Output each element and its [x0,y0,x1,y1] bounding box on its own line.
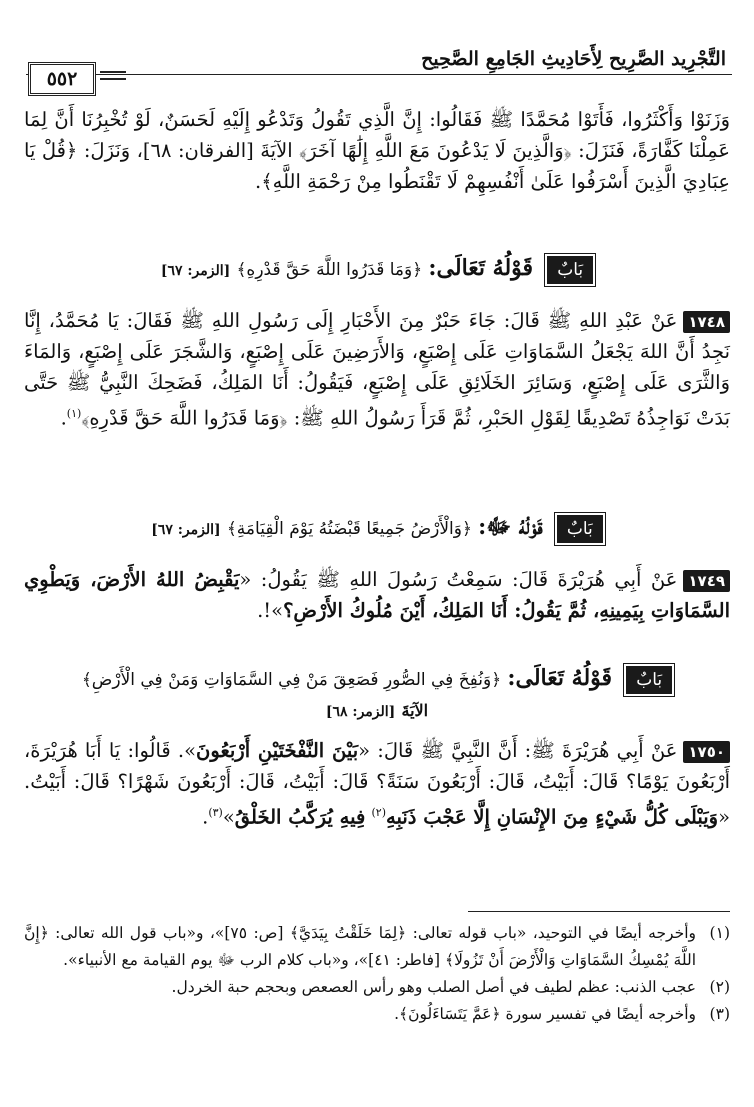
footnote-text: وأخرجه أيضًا في تفسير سورة ﴿عَمَّ يَتَسَاءَلُونَ﴾. [394,1005,696,1023]
verse-reference: [الزمر: ٦٨] [325,704,396,720]
verse-reference: [الزمر: ٦٧] [151,522,221,538]
chapter-heading-text: قَوْلُهُ ﷻ: [478,514,543,540]
hadith-text-close: »!. [257,599,284,622]
hadith-1748: ١٧٤٨عَنْ عَبْدِ اللهِ ﷺ قَالَ: جَاءَ حَبْرٌ مِنَ الأَحْبَارِ إِلَى رَسُولِ اللهِ ﷺ فَقَالَ: يَا مُحَمَّدُ، إِنَّا نَجِدُ أَنَّ اللهَ يَجْعَلُ السَّمَاوَاتِ عَلَى إِصْبَعٍ، وَالأَرَضِينَ عَلَى إِصْبَعٍ، وَالشَّجَرَ عَلَى إِصْبَعٍ، وَالمَاءَ وَالثَّرَى عَلَى إِصْبَعٍ، وَسَائِرَ الخَلَائِقِ عَلَى إِصْبَعٍ، فَيَقُولُ: أَنَا المَلِكُ، فَضَحِكَ النَّبِيُّ ﷺ حَتَّى بَدَتْ نَوَاجِذُهُ تَصْدِيقًا لِقَوْلِ الحَبْرِ، ثُمَّ قَرَأَ رَسُولُ اللهِ ﷺ: ﴿وَمَا قَدَرُوا اللَّهَ حَقَّ قَدْرِهِ﴾$^{(١)}$. [24,309,730,430]
page-header [26,40,732,96]
footnote-marker: (٢) [371,806,387,819]
footnote-number: (١) [709,924,730,942]
chapter-heading-1 [24,253,730,286]
hadith-number: ١٧٤٨ [683,311,730,333]
header-double-rule [100,71,126,80]
bab-badge: بَابٌ [557,515,603,543]
footnotes [24,920,730,1028]
hadith-text-end: . [202,805,209,829]
footnote-number: (٣) [709,1005,730,1023]
footnote-text: وأخرجه أيضًا في التوحيد، «باب قوله تعالى: ﴿لِمَا خَلَقْتُ بِيَدَيَّ﴾ [ص: ٧٥]»، و«باب قول الله تعالى: ﴿إِنَّ اللَّهَ يُمْسِكُ السَّمَاوَاتِ وَالْأَرْضَ أَنْ تَزُولَا﴾ [فاطر: ٤١]»، و«باب كلام الرب ﷻ يوم القيامة مع الأنبياء». [24,924,696,969]
intro-paragraph [24,104,730,197]
intro-text: وَزَنَوْا وَأَكْثَرُوا، فَأَتَوْا مُحَمَّدًا ﷺ فَقَالُوا: إِنَّ الَّذِي تَقُولُ وَتَدْعُو إِلَيْهِ لَحَسَنٌ، لَوْ تُخْبِرُنَا أَنَّ لِمَا عَمِلْنَا كَفَّارَةً، فَنَزَلَ: ﴿وَالَّذِينَ لَا يَدْعُونَ مَعَ اللَّهِ إِلَٰهًا آخَرَ﴾ الآيَةَ [الفرقان: ٦٨]، وَنَزَلَ: ﴿قُلْ يَا عِبَادِيَ الَّذِينَ أَسْرَفُوا عَلَىٰ أَنْفُسِهِمْ لَا تَقْنَطُوا مِنْ رَحْمَةِ اللَّهِ﴾. [24,108,730,193]
footnote-1 [24,920,730,974]
footnote-2 [24,974,730,1001]
hadith-1750 [24,735,730,833]
verse-quote: ﴿وَالْأَرْضُ جَمِيعًا قَبْضَتُهُ يَوْمَ الْقِيَامَةِ﴾ [226,519,472,539]
footnote-text: عجب الذنب: عظم لطيف في أصل الصلب وهو رأس العصعص وبحجم حبة الخردل. [171,978,696,996]
chapter-heading-2 [24,512,730,545]
page-number: ٥٥٢ [28,62,96,96]
verse-quote: ﴿وَمَا قَدَرُوا اللَّهَ حَقَّ قَدْرِهِ﴾ [236,260,423,280]
hadith-1749 [24,564,730,626]
hadith-text-prophetic: بَيْنَ النَّفْخَتَيْنِ أَرْبَعُونَ [196,739,359,762]
hadith-text-intro: عَنْ أَبِي هُرَيْرَةَ قَالَ: سَمِعْتُ رَسُولَ اللهِ ﷺ يَقُولُ: « [239,568,678,591]
running-title: التَّجْرِيد الصَّرِيح لِأَحَادِيثِ الجَامِعِ الصَّحِيح [421,48,726,70]
chapter-heading-3 [24,663,730,727]
verse-tail: الآيَةَ [401,701,429,720]
hadith-text-close: » [222,805,235,829]
verse-quote: ﴿وَنُفِخَ فِي الصُّورِ فَصَعِقَ مَنْ فِي السَّمَاوَاتِ وَمَنْ فِي الْأَرْضِ﴾ [81,670,502,690]
hadith-text: عَنْ عَبْدِ اللهِ ﷺ قَالَ: جَاءَ حَبْرٌ مِنَ الأَحْبَارِ إِلَى رَسُولِ اللهِ ﷺ فَقَالَ: يَا مُحَمَّدُ، إِنَّا نَجِدُ أَنَّ اللهَ يَجْعَلُ السَّمَاوَاتِ عَلَى إِصْبَعٍ، وَالأَرَضِينَ عَلَى إِصْبَعٍ، وَالشَّجَرَ عَلَى إِصْبَعٍ، وَالمَاءَ وَالثَّرَى عَلَى إِصْبَعٍ، وَسَائِرَ الخَلَائِقِ عَلَى إِصْبَعٍ، فَيَقُولُ: أَنَا المَلِكُ، فَضَحِكَ النَّبِيُّ ﷺ حَتَّى بَدَتْ نَوَاجِذُهُ تَصْدِيقًا لِقَوْلِ الحَبْرِ، ثُمَّ قَرَأَ رَسُولُ اللهِ ﷺ: ﴿وَمَا قَدَرُوا اللَّهَ حَقَّ قَدْرِهِ﴾ [24,309,730,430]
bab-badge: بَابٌ [626,666,672,694]
chapter-heading-text: قَوْلُهُ تَعَالَى: [428,255,534,281]
hadith-text-prophetic: يَقْبِضُ اللهُ الأَرْضَ، وَيَطْوِي السَّمَاوَاتِ بِيَمِينِهِ، ثُمَّ يَقُولُ: أَنَا المَلِكُ، أَيْنَ مُلُوكُ الأَرْضِ؟ [24,568,730,622]
hadith-text-intro: عَنْ أَبِي هُرَيْرَةَ ﷺ: أَنَّ النَّبِيَّ ﷺ قَالَ: « [358,739,678,762]
footnote-number: (٢) [709,978,730,996]
header-rule [26,74,732,75]
footnote-marker: (٣) [208,806,223,819]
bab-badge: بَابٌ [547,256,593,284]
hadith-number: ١٧٥٠ [683,741,730,763]
footnote-3 [24,1001,730,1028]
hadith-text-prophetic-3: فِيهِ يُرَكَّبُ الخَلْقُ [234,805,366,829]
verse-reference: [الزمر: ٦٧] [160,263,231,279]
chapter-heading-text: قَوْلُهُ تَعَالَى: [507,665,613,691]
footnote-separator [468,911,730,912]
hadith-text-dialog: ». قَالُوا: يَا أَبَا هُرَيْرَةَ، أَرْبَعُونَ يَوْمًا؟ قَالَ: أَبَيْتُ، قَالَ: أَرْبَعُونَ سَنَةً؟ قَالَ: أَبَيْتُ، قَالَ: أَرْبَعُونَ شَهْرًا؟ قَالَ: أَبَيْتُ. « [24,739,730,829]
footnote-marker: (١) [66,407,82,420]
hadith-number: ١٧٤٩ [683,570,730,592]
hadith-text-prophetic-2: وَيَبْلَى كُلُّ شَيْءٍ مِنَ الإِنْسَانِ إِلَّا عَجْبَ ذَنَبِهِ [386,805,719,829]
